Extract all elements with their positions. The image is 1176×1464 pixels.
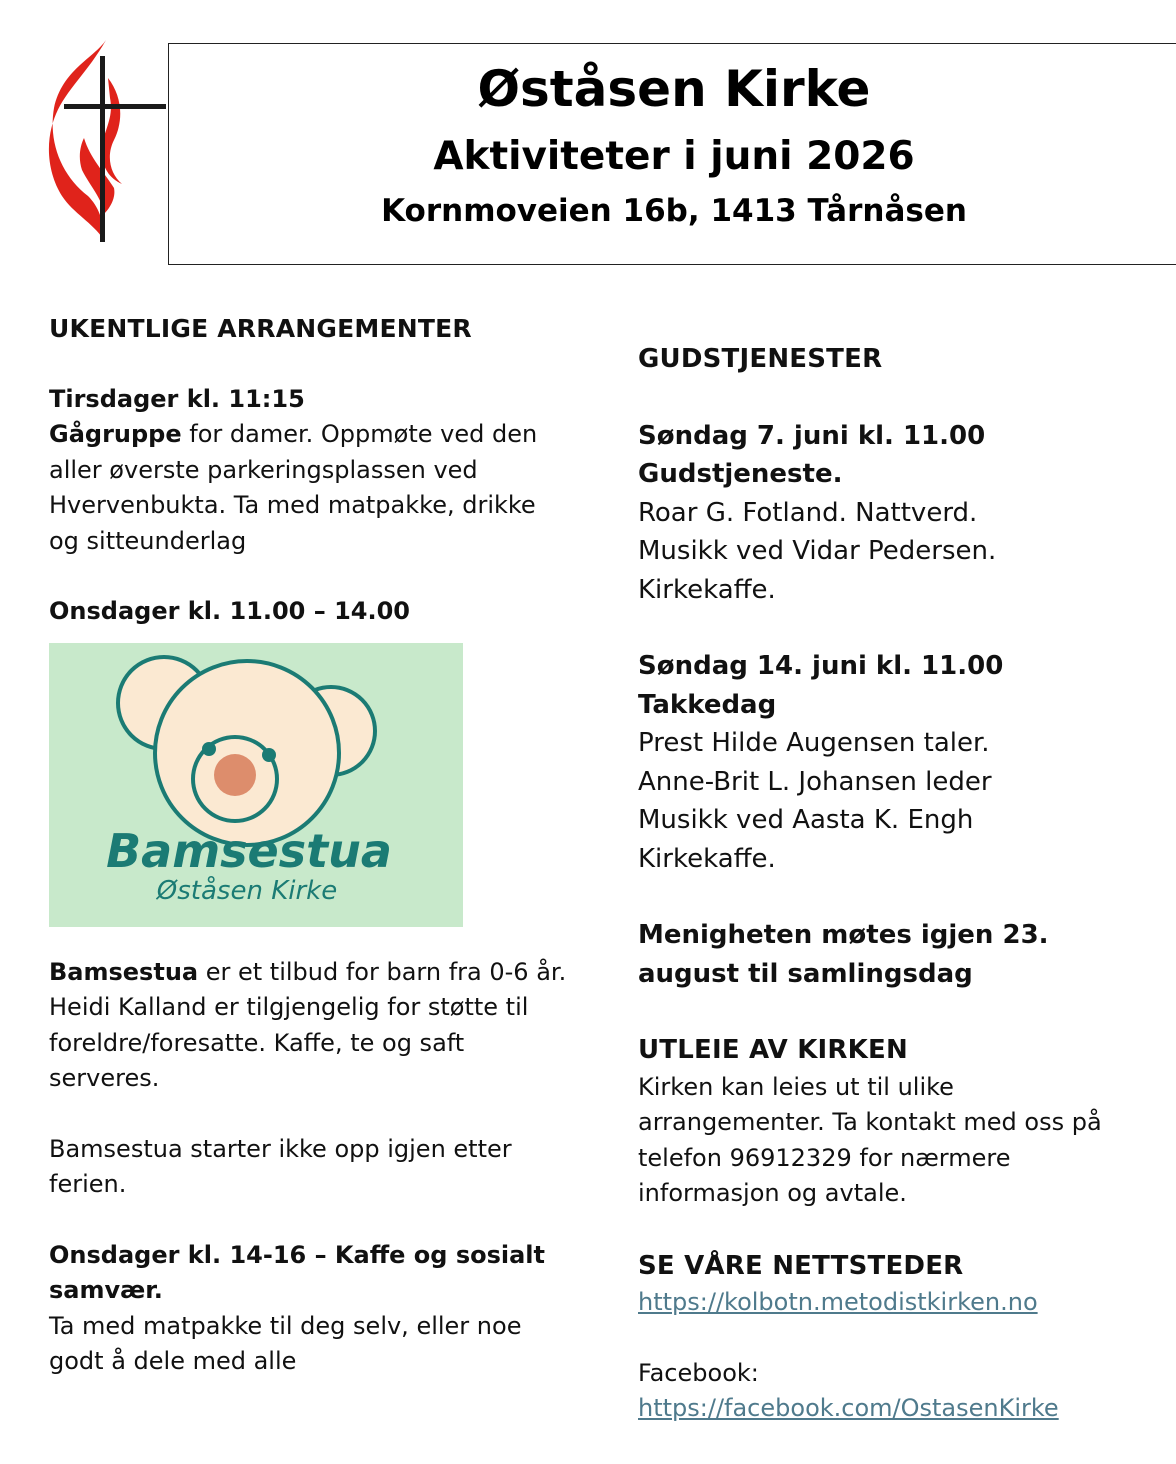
flame-icon	[49, 40, 122, 240]
service2-line1: Prest Hilde Augensen taler.	[638, 728, 990, 758]
bamsestua-logo	[49, 643, 463, 927]
service2-line4: Kirkekaffe.	[638, 843, 776, 874]
bear-eye-left	[202, 742, 216, 756]
page-title: Øståsen Kirke	[477, 60, 871, 118]
coffee-heading: Onsdager kl. 14-16 – Kaffe og sosialt samvær.	[49, 1240, 545, 1304]
facebook-label: Facebook:	[638, 1358, 759, 1387]
bamsestua-text: er et tilbud for barn fra 0-6 år. Heidi Kalland er tilgjengelig for støtte til foreldre/foresatte. Kaffe, te og saft serveres.	[49, 957, 567, 1092]
walk-group-description	[49, 417, 569, 559]
service2-date: Søndag 14. juni kl. 11.00	[638, 651, 1004, 681]
websites-heading: SE VÅRE NETTSTEDER	[638, 1250, 964, 1281]
services-column	[638, 340, 1148, 1427]
bamsestua-logo-title: Bamsestua	[106, 823, 392, 878]
wednesday-time: Onsdager kl. 11.00 – 14.00	[49, 597, 410, 625]
cross-bar	[64, 104, 166, 109]
coffee-text: Ta med matpakke til deg selv, eller noe godt å dele med alle	[49, 1311, 522, 1375]
next-meeting-note: Menigheten møtes igjen 23. august til samlingsdag	[638, 920, 1049, 989]
page-subtitle: Aktiviteter i juni 2026	[433, 134, 915, 179]
service2-line3: Musikk ved Aasta K. Engh	[638, 805, 974, 835]
service2-title: Takkedag	[638, 689, 777, 720]
service1-date: Søndag 7. juni kl. 11.00	[638, 420, 986, 451]
rent-heading: UTLEIE AV KIRKEN	[638, 1035, 908, 1065]
tuesday-time: Tirsdager kl. 11:15	[49, 384, 305, 413]
service1-line2: Musikk ved Vidar Pedersen.	[638, 536, 997, 566]
service1-title: Gudstjeneste.	[638, 459, 843, 489]
services-heading: GUDSTJENESTER	[638, 344, 883, 374]
cross-and-flame-logo	[44, 38, 168, 244]
weekly-events-heading: UKENTLIGE ARRANGEMENTER	[49, 314, 472, 343]
weekly-events-column	[49, 311, 569, 1380]
facebook-link[interactable]: https://facebook.com/OstasenKirke	[638, 1394, 1059, 1422]
church-address: Kornmoveien 16b, 1413 Tårnåsen	[381, 193, 967, 229]
bamsestua-note: Bamsestua starter ikke opp igjen etter ferien.	[49, 1134, 512, 1198]
bamsestua-logo-subtitle: Øståsen Kirke	[156, 875, 338, 906]
service1-line3: Kirkekaffe.	[638, 574, 776, 605]
walk-group-text: for damer. Oppmøte ved den aller øverste parkeringsplassen ved Hvervenbukta. Ta med matpakke, drikke og sitteunderlag	[49, 420, 538, 555]
website-link[interactable]: https://kolbotn.metodistkirken.no	[638, 1288, 1038, 1316]
bear-eye-right	[262, 748, 276, 762]
rent-text: Kirken kan leies ut til ulike arrangementer. Ta kontakt med oss på telefon 96912329 for nærmere informasjon og avtale.	[638, 1072, 1102, 1207]
cross-icon	[100, 56, 105, 242]
walk-group-name: Gågruppe	[49, 420, 182, 448]
bamsestua-description	[49, 955, 569, 1097]
service2-line2: Anne-Brit L. Johansen leder	[638, 766, 992, 797]
service1-line1: Roar G. Fotland. Nattverd.	[638, 497, 978, 528]
header-box	[168, 43, 1176, 265]
bamsestua-name: Bamsestua	[49, 957, 199, 986]
